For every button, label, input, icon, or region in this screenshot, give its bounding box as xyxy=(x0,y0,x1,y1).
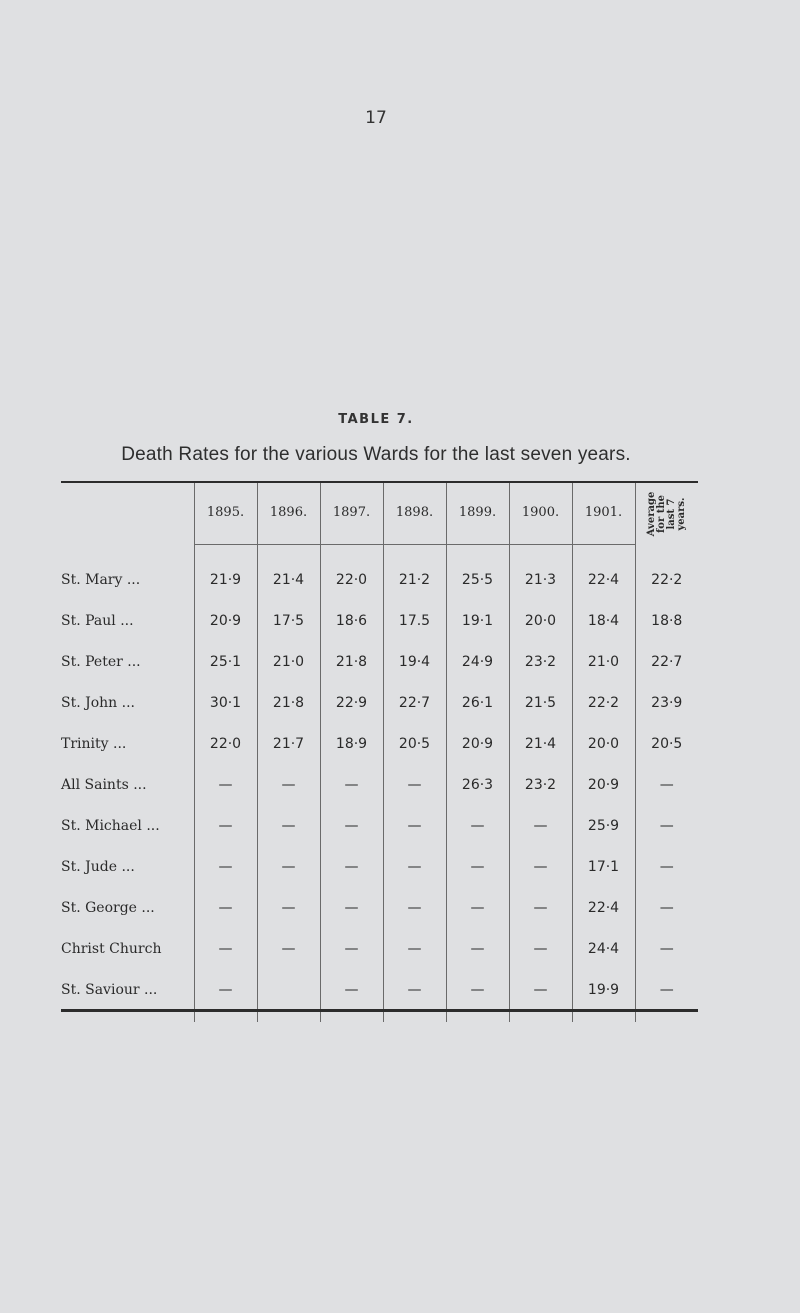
rate-cell: 26·1 xyxy=(446,682,509,723)
rate-cell: — xyxy=(383,805,446,846)
table-row xyxy=(61,600,698,641)
year-header: 1896. xyxy=(257,483,320,545)
rate-cell: 21·5 xyxy=(509,682,572,723)
rate-cell: 21·8 xyxy=(257,682,320,723)
average-cell: — xyxy=(635,805,698,846)
rate-cell: 20·0 xyxy=(572,723,635,764)
average-cell: 20·5 xyxy=(635,723,698,764)
rate-cell: — xyxy=(383,928,446,969)
rate-cell: 22·9 xyxy=(320,682,383,723)
ward-header-cell xyxy=(61,483,194,545)
rate-cell: — xyxy=(194,928,257,969)
rate-cell: 26·3 xyxy=(446,764,509,805)
rate-cell: — xyxy=(383,887,446,928)
year-header: 1898. xyxy=(383,483,446,545)
ward-name: St. John ... xyxy=(61,694,135,711)
rate-cell: 22·0 xyxy=(320,545,383,600)
ward-name: Christ Church xyxy=(61,940,162,957)
rate-cell: 21·0 xyxy=(257,641,320,682)
rate-cell: — xyxy=(509,887,572,928)
rate-cell: 20·9 xyxy=(572,764,635,805)
rate-cell: 19·9 xyxy=(572,969,635,1022)
rate-cell: — xyxy=(194,764,257,805)
ward-name: St. Jude ... xyxy=(61,858,135,875)
average-cell: 22·2 xyxy=(635,545,698,600)
rate-cell: 17·5 xyxy=(257,600,320,641)
ward-name: Trinity ... xyxy=(61,735,127,752)
rate-cell: — xyxy=(257,805,320,846)
rate-cell: — xyxy=(257,928,320,969)
rate-cell: — xyxy=(446,969,509,1022)
ward-name: St. Peter ... xyxy=(61,653,141,670)
rate-cell: 17.5 xyxy=(383,600,446,641)
rate-cell: 17·1 xyxy=(572,846,635,887)
ward-name: All Saints ... xyxy=(61,776,147,793)
table-row xyxy=(61,846,698,887)
year-header: 1895. xyxy=(194,483,257,545)
page-number: 17 xyxy=(365,108,387,128)
rate-cell: 22·4 xyxy=(572,887,635,928)
rate-cell: 21·0 xyxy=(572,641,635,682)
rate-cell: 25·5 xyxy=(446,545,509,600)
rate-cell: 19·4 xyxy=(383,641,446,682)
rate-cell: 25·1 xyxy=(194,641,257,682)
year-header: 1897. xyxy=(320,483,383,545)
average-cell: 23·9 xyxy=(635,682,698,723)
year-header: 1899. xyxy=(446,483,509,545)
rate-cell: — xyxy=(446,805,509,846)
ward-name: St. Paul ... xyxy=(61,612,134,629)
rate-cell: 19·1 xyxy=(446,600,509,641)
rate-cell: — xyxy=(320,805,383,846)
year-header: 1901. xyxy=(572,483,635,545)
rate-cell xyxy=(257,969,320,1022)
table-row xyxy=(61,545,698,600)
rate-cell: — xyxy=(320,928,383,969)
table-row xyxy=(61,682,698,723)
table-row xyxy=(61,641,698,682)
table-row xyxy=(61,764,698,805)
rate-cell: — xyxy=(320,969,383,1022)
rate-cell: 21·9 xyxy=(194,545,257,600)
rate-cell: 23·2 xyxy=(509,641,572,682)
rate-cell: 24·9 xyxy=(446,641,509,682)
death-rates-table xyxy=(61,483,698,1022)
average-cell: — xyxy=(635,928,698,969)
rate-cell: 20·9 xyxy=(446,723,509,764)
average-cell: — xyxy=(635,969,698,1022)
rate-cell: 22·7 xyxy=(383,682,446,723)
rate-cell: 21·4 xyxy=(509,723,572,764)
rate-cell: — xyxy=(509,846,572,887)
rate-cell: 25·9 xyxy=(572,805,635,846)
table-row xyxy=(61,928,698,969)
average-cell: — xyxy=(635,846,698,887)
ward-name: St. Michael ... xyxy=(61,817,160,834)
rate-cell: 22·2 xyxy=(572,682,635,723)
rate-cell: — xyxy=(257,887,320,928)
rate-cell: — xyxy=(383,846,446,887)
rate-cell: — xyxy=(509,928,572,969)
rate-cell: 23·2 xyxy=(509,764,572,805)
ward-name: St. George ... xyxy=(61,899,155,916)
rate-cell: 21·8 xyxy=(320,641,383,682)
rate-cell: — xyxy=(320,887,383,928)
rate-cell: — xyxy=(509,969,572,1022)
rate-cell: 22·4 xyxy=(572,545,635,600)
rate-cell: 18·6 xyxy=(320,600,383,641)
rate-cell: — xyxy=(257,846,320,887)
rate-cell: — xyxy=(194,887,257,928)
rate-cell: — xyxy=(320,846,383,887)
average-cell: 18·8 xyxy=(635,600,698,641)
rate-cell: — xyxy=(446,846,509,887)
rate-cell: 20·9 xyxy=(194,600,257,641)
rate-cell: 18·9 xyxy=(320,723,383,764)
table-row xyxy=(61,887,698,928)
rate-cell: — xyxy=(446,887,509,928)
rate-cell: — xyxy=(383,969,446,1022)
rate-cell: — xyxy=(383,764,446,805)
rate-cell: 18·4 xyxy=(572,600,635,641)
header-row xyxy=(61,483,698,545)
rate-cell: 30·1 xyxy=(194,682,257,723)
ward-name: St. Saviour ... xyxy=(61,981,158,998)
rate-cell: — xyxy=(320,764,383,805)
rate-cell: — xyxy=(194,846,257,887)
table-label: TABLE 7. xyxy=(338,412,414,427)
rate-cell: 20·0 xyxy=(509,600,572,641)
rate-cell: 24·4 xyxy=(572,928,635,969)
year-header: 1900. xyxy=(509,483,572,545)
table-row xyxy=(61,805,698,846)
rate-cell: — xyxy=(509,805,572,846)
table-row xyxy=(61,969,698,1022)
average-cell: — xyxy=(635,764,698,805)
rate-cell: — xyxy=(446,928,509,969)
average-header: Average for the last 7 years. xyxy=(635,483,698,545)
rate-cell: — xyxy=(194,805,257,846)
rate-cell: 20·5 xyxy=(383,723,446,764)
table-bottom-rule xyxy=(61,1009,698,1012)
average-cell: 22·7 xyxy=(635,641,698,682)
table-row xyxy=(61,723,698,764)
rate-cell: 21·4 xyxy=(257,545,320,600)
rate-cell: — xyxy=(194,969,257,1022)
rate-cell: 21·3 xyxy=(509,545,572,600)
rate-cell: 21·7 xyxy=(257,723,320,764)
rate-cell: 22·0 xyxy=(194,723,257,764)
rate-cell: 21·2 xyxy=(383,545,446,600)
rate-cell: — xyxy=(257,764,320,805)
table-title: Death Rates for the various Wards for the last seven years. xyxy=(121,444,631,465)
ward-name: St. Mary ... xyxy=(61,571,141,588)
average-cell: — xyxy=(635,887,698,928)
